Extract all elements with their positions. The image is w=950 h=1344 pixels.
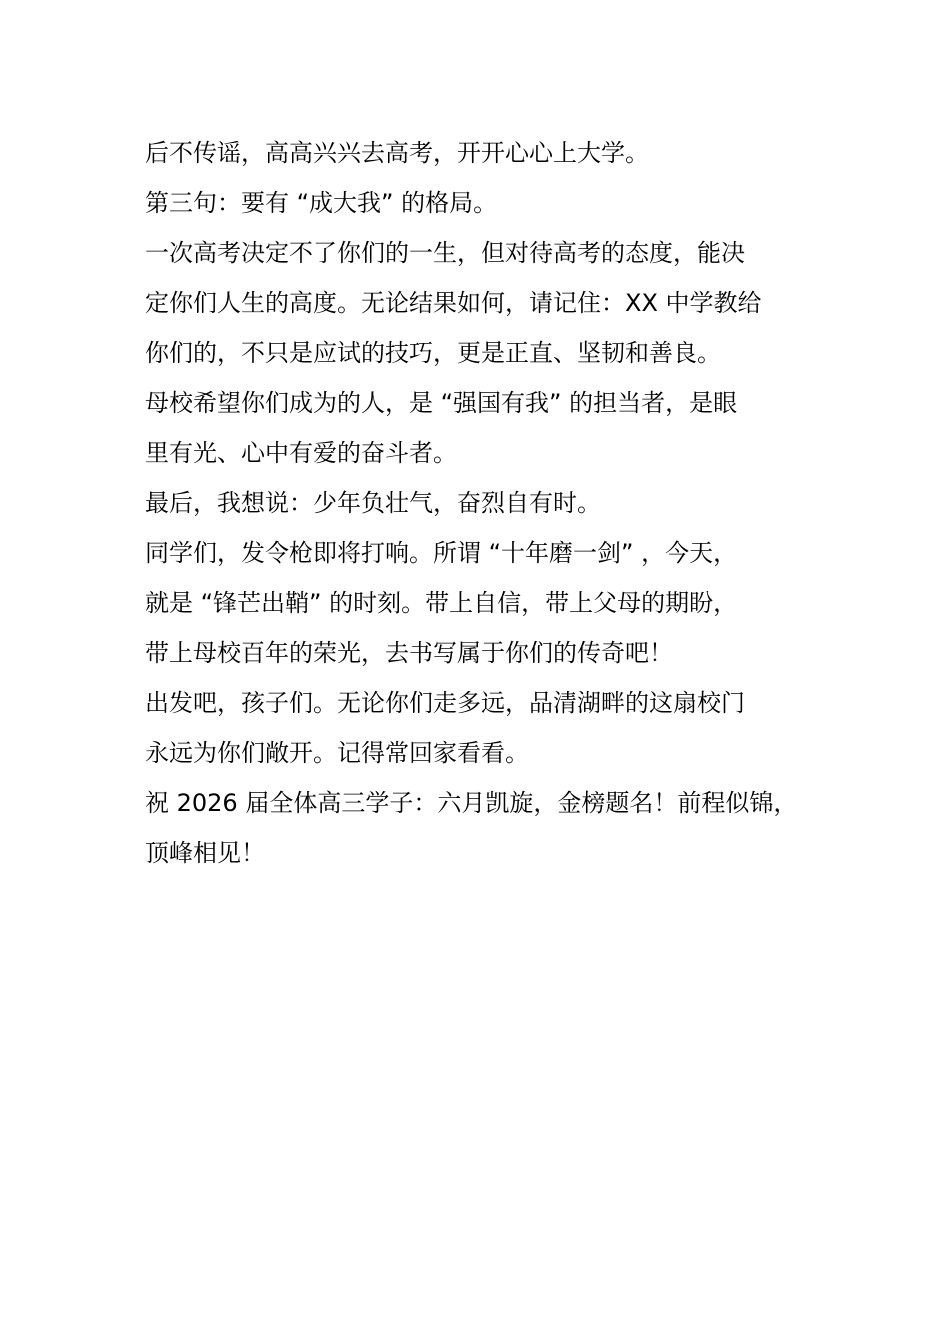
text-line: 里有光、心中有爱的奋斗者。 xyxy=(145,439,457,467)
text-line: 母校希望你们成为的人，是 “强国有我” 的担当者，是眼 xyxy=(145,389,738,417)
text-line: 定你们人生的高度。无论结果如何，请记住：XX 中学教给 xyxy=(145,289,762,317)
text-line: 同学们，发令枪即将打响。所谓 “十年磨一剑” ，今天， xyxy=(145,539,738,567)
text-line: 一次高考决定不了你们的一生，但对待高考的态度，能决 xyxy=(145,239,745,267)
text-line: 祝 2026 届全体高三学子：六月凯旋，金榜题名！前程似锦， xyxy=(145,789,798,817)
text-line: 第三句：要有 “成大我” 的格局。 xyxy=(145,189,498,217)
text-line: 顶峰相见！ xyxy=(145,839,265,867)
text-line: 就是 “锋芒出鞘” 的时刻。带上自信，带上父母的期盼， xyxy=(145,589,738,617)
text-line: 你们的，不只是应试的技巧，更是正直、坚韧和善良。 xyxy=(145,339,721,367)
text-line: 永远为你们敞开。记得常回家看看。 xyxy=(145,739,529,767)
text-line: 最后，我想说：少年负壮气，奋烈自有时。 xyxy=(145,489,601,517)
document-body xyxy=(145,128,845,878)
text-line: 带上母校百年的荣光，去书写属于你们的传奇吧！ xyxy=(145,639,673,667)
text-line: 后不传谣，高高兴兴去高考，开开心心上大学。 xyxy=(145,139,649,167)
text-line: 出发吧，孩子们。无论你们走多远，品清湖畔的这扇校门 xyxy=(145,689,745,717)
